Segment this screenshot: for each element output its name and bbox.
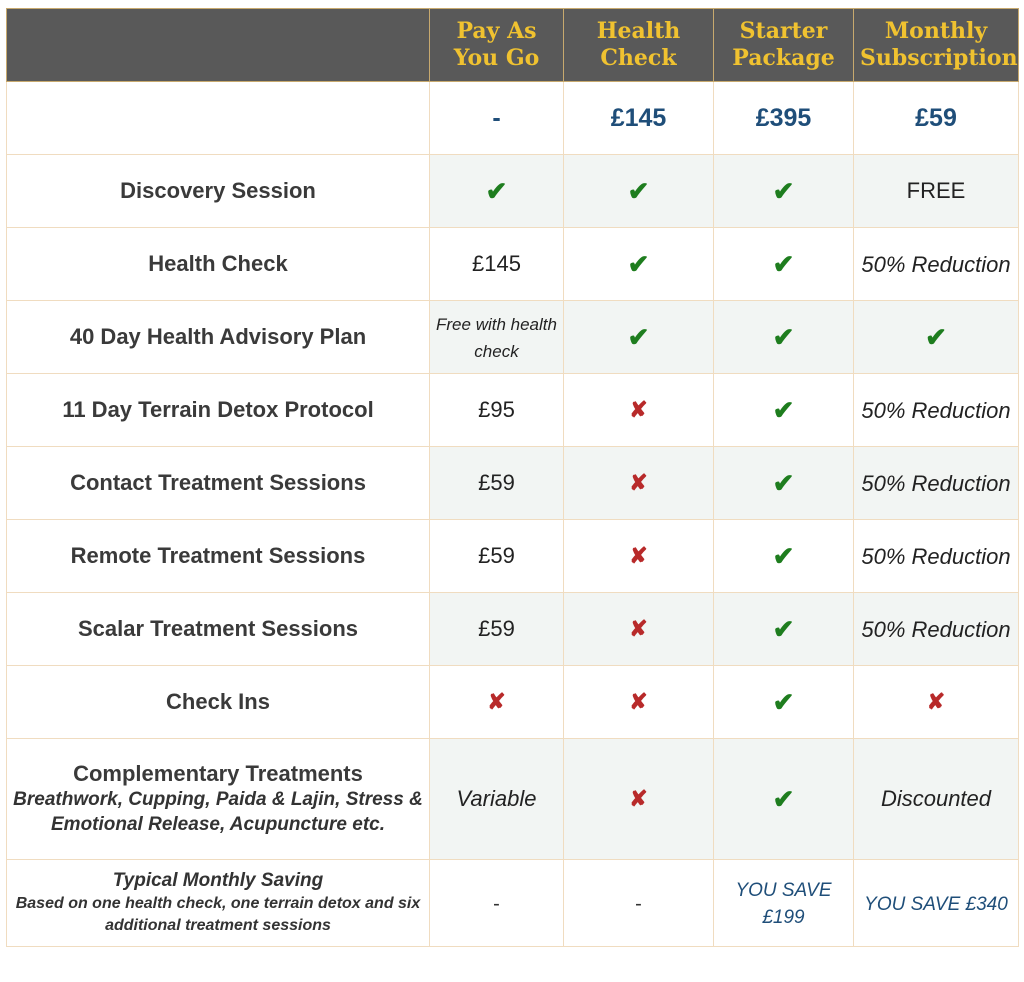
saving-label (7, 860, 430, 947)
value-cell (714, 447, 854, 520)
header-corner (7, 9, 430, 82)
saving-cell (564, 860, 714, 947)
cross-icon: ✘ (629, 543, 648, 568)
value-cell (714, 228, 854, 301)
cross-icon: ✘ (629, 397, 648, 422)
cross-icon: ✘ (926, 689, 946, 714)
value-cell (854, 447, 1019, 520)
check-icon: ✔ (772, 248, 795, 279)
cross-icon: ✘ (629, 616, 648, 641)
value-cell (854, 739, 1019, 860)
saving-value: - (635, 893, 642, 915)
row-label-text: Check Ins (166, 689, 270, 714)
value-cell: £59 (430, 447, 564, 520)
check-icon: ✔ (772, 467, 795, 498)
row-label-text: 11 Day Terrain Detox Protocol (62, 397, 374, 422)
table-row (7, 520, 1019, 593)
value-cell (714, 155, 854, 228)
table-row (7, 374, 1019, 447)
check-icon: ✔ (772, 321, 795, 352)
check-icon: ✔ (627, 321, 650, 352)
price-cell: £395 (714, 82, 854, 155)
value-cell (714, 666, 854, 739)
check-icon: ✔ (772, 686, 795, 717)
table-row (7, 593, 1019, 666)
price-cell: £145 (564, 82, 714, 155)
check-icon: ✔ (925, 321, 947, 352)
value-cell (564, 228, 714, 301)
row-label (7, 739, 430, 860)
row-label (7, 447, 430, 520)
price-cell: - (430, 82, 564, 155)
row-label-text: Complementary Treatments (73, 761, 363, 786)
header-starter-package: Starter Package (714, 9, 854, 82)
value-text: Free with health check (436, 315, 557, 361)
value-cell (564, 520, 714, 593)
row-label-text: Health Check (148, 251, 288, 276)
row-label-text: 40 Day Health Advisory Plan (69, 324, 367, 349)
saving-value: - (493, 893, 500, 915)
check-icon: ✔ (772, 175, 795, 206)
row-label-text: Remote Treatment Sessions (70, 543, 366, 568)
check-icon: ✔ (627, 175, 650, 206)
value-cell (564, 447, 714, 520)
saving-value: YOU SAVE £340 (864, 893, 1008, 915)
value-cell: £95 (430, 374, 564, 447)
table-row (7, 155, 1019, 228)
value-text: 50% Reduction (861, 543, 1011, 569)
value-cell (564, 666, 714, 739)
value-cell (854, 228, 1019, 301)
value-text: 50% Reduction (861, 397, 1011, 423)
value-cell: FREE (854, 155, 1019, 228)
row-label (7, 155, 430, 228)
value-cell (854, 374, 1019, 447)
header-pay-as-you-go: Pay As You Go (430, 9, 564, 82)
value-cell (714, 520, 854, 593)
value-cell (564, 374, 714, 447)
table-row (7, 228, 1019, 301)
value-text: Discounted (880, 786, 992, 811)
value-cell (714, 739, 854, 860)
row-label (7, 374, 430, 447)
check-icon: ✔ (772, 394, 795, 425)
value-cell (430, 739, 564, 860)
saving-value: YOU SAVE £199 (735, 880, 832, 928)
table-row (7, 739, 1019, 860)
value-text: 50% Reduction (861, 470, 1011, 496)
value-cell (854, 301, 1019, 374)
row-label (7, 228, 430, 301)
row-label-text: Discovery Session (120, 178, 316, 203)
saving-cell (714, 860, 854, 947)
table-row (7, 666, 1019, 739)
price-cell: £59 (854, 82, 1019, 155)
value-cell (430, 155, 564, 228)
value-cell (564, 155, 714, 228)
saving-cell (854, 860, 1019, 947)
cross-icon: ✘ (629, 689, 648, 714)
price-row (7, 82, 1019, 155)
price-corner (7, 82, 430, 155)
value-cell (564, 739, 714, 860)
row-label (7, 301, 430, 374)
saving-title: Typical Monthly Saving (112, 870, 324, 891)
cross-icon: ✘ (629, 470, 648, 495)
row-label-text: Contact Treatment Sessions (70, 470, 366, 495)
value-cell (714, 301, 854, 374)
value-cell: £145 (430, 228, 564, 301)
saving-cell (430, 860, 564, 947)
saving-row (7, 860, 1019, 947)
cross-icon: ✘ (487, 689, 506, 714)
value-cell (430, 301, 564, 374)
cross-icon: ✘ (629, 786, 648, 811)
header-health-check: Health Check (564, 9, 714, 82)
value-cell: £59 (430, 593, 564, 666)
value-text: 50% Reduction (861, 616, 1011, 642)
check-icon: ✔ (772, 783, 795, 814)
check-icon: ✔ (772, 540, 795, 571)
value-cell: £59 (430, 520, 564, 593)
table-row (7, 301, 1019, 374)
row-label-text: Scalar Treatment Sessions (77, 616, 359, 641)
header-row (7, 9, 1019, 82)
value-cell (430, 666, 564, 739)
value-cell (714, 374, 854, 447)
row-label (7, 666, 430, 739)
value-cell (564, 301, 714, 374)
row-sublabel: Breathwork, Cupping, Paida & Lajin, Stress & Emotional Release, Acupuncture etc. (13, 789, 423, 835)
check-icon: ✔ (627, 248, 650, 279)
value-cell (564, 593, 714, 666)
header-monthly-subscription: Monthly Subscription (854, 9, 1019, 82)
check-icon: ✔ (485, 175, 508, 206)
row-label (7, 520, 430, 593)
value-text: Variable (456, 786, 537, 811)
value-cell (854, 666, 1019, 739)
check-icon: ✔ (772, 613, 795, 644)
comparison-table (6, 8, 1019, 947)
row-label (7, 593, 430, 666)
table-row (7, 447, 1019, 520)
value-cell (854, 520, 1019, 593)
saving-subtitle: Based on one health check, one terrain detox and six additional treatment sessions (15, 895, 421, 934)
value-text: 50% Reduction (861, 251, 1011, 277)
pricing-comparison (6, 8, 1018, 947)
value-cell (714, 593, 854, 666)
value-cell (854, 593, 1019, 666)
